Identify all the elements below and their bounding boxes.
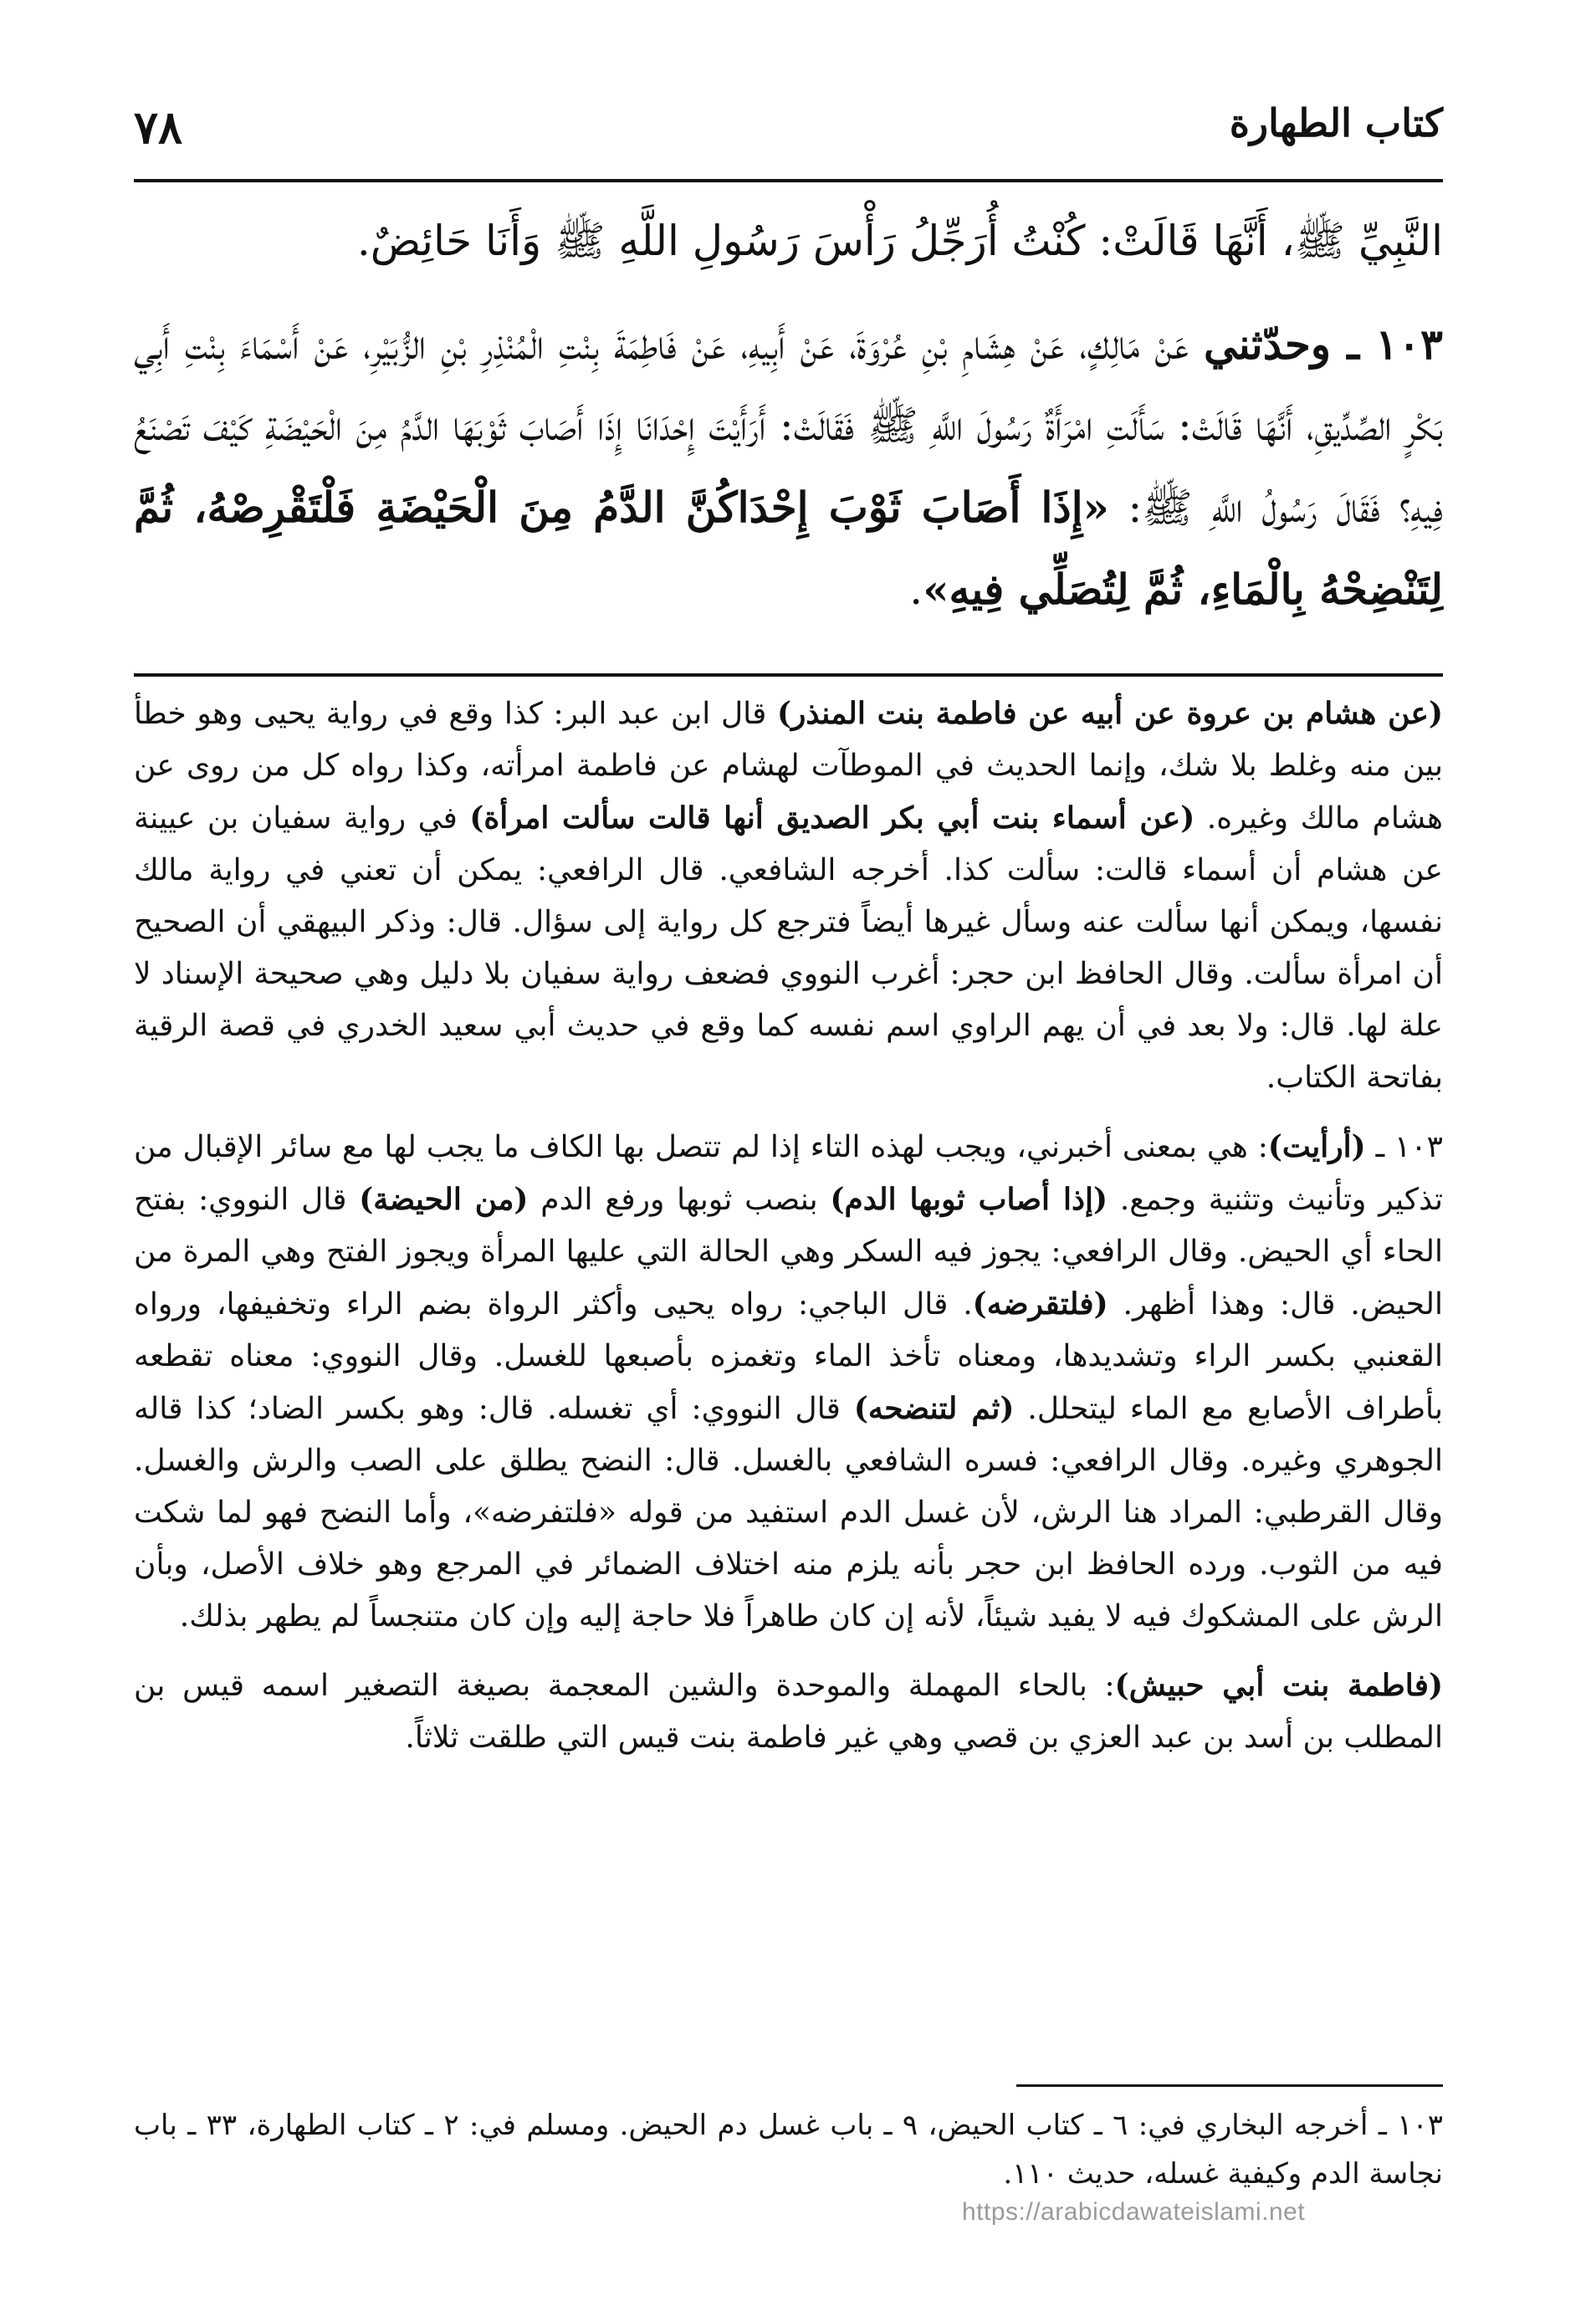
commentary-text: قال النووي: أي تغسله. قال: وهو بكسر الضاد؛ كذا قاله الجوهري وغيره. وقال الرافعي: فسره الشافعي بالغسل. قال: النضح يطلق على الصب والرش والغسل. وقال القرطبي: المراد هنا الرش، لأن غسل الدم استفيد من قوله «فلتفرضه»، وأما النضح فهو لما شكت فيه من الثوب. ورده الحافظ ابن حجر بأنه يلزم منه اختلاف الضمائر في المرجع وهو خلاف الأصل، وبأن الرش على المشكوك فيه لا يفيد شيئاً، لأنه إن كان طاهراً فلا حاجة إليه وإن كان متنجساً لم يطهر بذلك. [134, 1392, 1443, 1634]
commentary-paragraph [134, 688, 1443, 1104]
commentary-text: قال ابن عبد البر: كذا وقع في رواية يحيى وهو خطأ بين منه وغلط بلا شك، وإنما الحديث في الموطآت لهشام عن فاطمة امرأته، وكذا رواه كل من روى عن هشام مالك وغيره. [134, 697, 1443, 836]
footnote-text: ١٠٣ ـ أخرجه البخاري في: ٦ ـ كتاب الحيض، ٩ ـ باب غسل دم الحيض. ومسلم في: ٢ ـ كتاب الطهارة، ٣٣ ـ باب نجاسة الدم وكيفية غسله، حديث ١١٠. [134, 2109, 1443, 2191]
hadith-102-ending: النَّبِيِّ ﷺ، أَنَّهَا قَالَتْ: كُنْتُ أُرَجِّلُ رَأْسَ رَسُولِ اللَّهِ ﷺ وَأَنَا حَائِضٌ. [356, 217, 1443, 265]
watermark-url: https://arabicdawateislami.net [962, 2198, 1306, 2226]
hadith-103-number: ١٠٣ ـ وحدّثني [1204, 320, 1443, 369]
hadith-text [134, 201, 1443, 631]
commentary-term: (إذا أصاب ثوبها الدم) [830, 1182, 1108, 1217]
footnote-section [134, 2101, 1443, 2198]
hadith-103-end: . [909, 565, 923, 614]
hadith-103-prophetic-saying: «إِذَا أَصَابَ ثَوْبَ إِحْدَاكُنَّ الدَّمُ مِنَ الْحَيْضَةِ فَلْتَقْرِصْهُ، ثُمَّ لِتَنْضِحْهُ بِالْمَاءِ، ثُمَّ لِتُصَلِّي فِيهِ» [134, 483, 1443, 614]
commentary-term: (ثم لتنضحه) [853, 1391, 1015, 1426]
page-header [134, 100, 1443, 176]
commentary-text: : هي بمعنى أخبرني، ويجب لهذه التاء إذا لم تتصل بها الكاف ما يجب لها مع سائر الإقبال من تذكير وتأنيث وتثنية وجمع. [134, 1130, 1443, 1217]
commentary-term: (عن أسماء بنت أبي بكر الصديق أنها قالت سألت امرأة) [469, 800, 1195, 836]
commentary-section [134, 688, 1443, 1781]
commentary-term: (أرأيت) [1267, 1129, 1366, 1164]
commentary-text: بنصب ثوبها ورفع الدم [528, 1183, 831, 1217]
commentary-term: (فلتقرضه) [972, 1286, 1108, 1322]
commentary-paragraph [134, 1659, 1443, 1764]
commentary-term: (من الحيضة) [359, 1182, 529, 1217]
commentary-text: : بالحاء المهملة والموحدة والشين المعجمة بصيغة التصغير اسمه قيس بن المطلب بن أسد بن عبد العزي بن قصي وهي غير فاطمة بنت قيس التي طلقت ثلاثاً. [134, 1669, 1443, 1755]
footnote-divider [1016, 2084, 1443, 2087]
commentary-term: (فاطمة بنت أبي حبيش) [1114, 1668, 1443, 1703]
commentary-paragraph [134, 1121, 1443, 1643]
header-divider [134, 179, 1443, 182]
commentary-divider [134, 673, 1443, 677]
page-number: ٧٨ [134, 100, 183, 154]
hadith-103-isnad: عَنْ مَالِكٍ، عَنْ هِشَامِ بْنِ عُرْوَةَ، عَنْ أَبِيهِ، عَنْ فَاطِمَةَ بِنْتِ الْمُنْذِرِ بْنِ الزُّبَيْرِ، عَنْ أَسْمَاءَ بِنْتِ أَبِي بَكْرٍ الصِّدِّيقِ، أَنَّهَا قَالَتْ: سَأَلَتِ امْرَأَةٌ رَسُولَ اللَّهِ ﷺ فَقَالَتْ: أَرَأَيْتَ إِحْدَانَا إِذَا أَصَابَ ثَوْبَهَا الدَّمُ مِنَ الْحَيْضَةِ كَيْفَ تَصْنَعُ فِيهِ؟ فَقَالَ رَسُولُ اللَّهِ ﷺ: [134, 320, 1444, 532]
hadith-103 [134, 304, 1443, 631]
commentary-number: ١٠٣ ـ [1365, 1130, 1444, 1164]
commentary-text: قال النووي: بفتح الحاء أي الحيض. وقال الرافعي: يجوز فيه السكر وهي الحالة التي عليها المرأة ويجوز الفتح وهي المرة من الحيض. قال: وهذا أظهر. [134, 1183, 1443, 1322]
commentary-text: في رواية سفيان بن عيينة عن هشام أن أسماء قالت: سألت كذا. أخرجه الشافعي. قال الرافعي: يمكن أن تعني في رواية مالك نفسها، ويمكن أنها سألت عنه وسأل غيرها أيضاً فترجع كل رواية إلى سؤال. قال: وذكر البيهقي أن الصحيح أن امرأة سألت. وقال الحافظ ابن حجر: أغرب النووي فضعف رواية سفيان بلا دليل وهي صحيحة الإسناد لا علة لها. قال: ولا بعد في أن يهم الراوي اسم نفسه كما وقع في حديث أبي سعيد الخدري في قصة الرقية بفاتحة الكتاب. [134, 801, 1443, 1095]
commentary-text: . قال الباجي: رواه يحيى وأكثر الرواة بضم الراء وتخفيفها، ورواه القعنبي بكسر الراء وتشديدها، ومعناه تأخذ الماء وتغمزه بأصبعها للغسل. وقال النووي: معناه تقطعه بأطراف الأصابع مع الماء ليتحلل. [134, 1287, 1443, 1426]
commentary-term: (عن هشام بن عروة عن أبيه عن فاطمة بنت المنذر) [776, 696, 1443, 731]
book-title: كتاب الطهارة [1229, 100, 1443, 146]
